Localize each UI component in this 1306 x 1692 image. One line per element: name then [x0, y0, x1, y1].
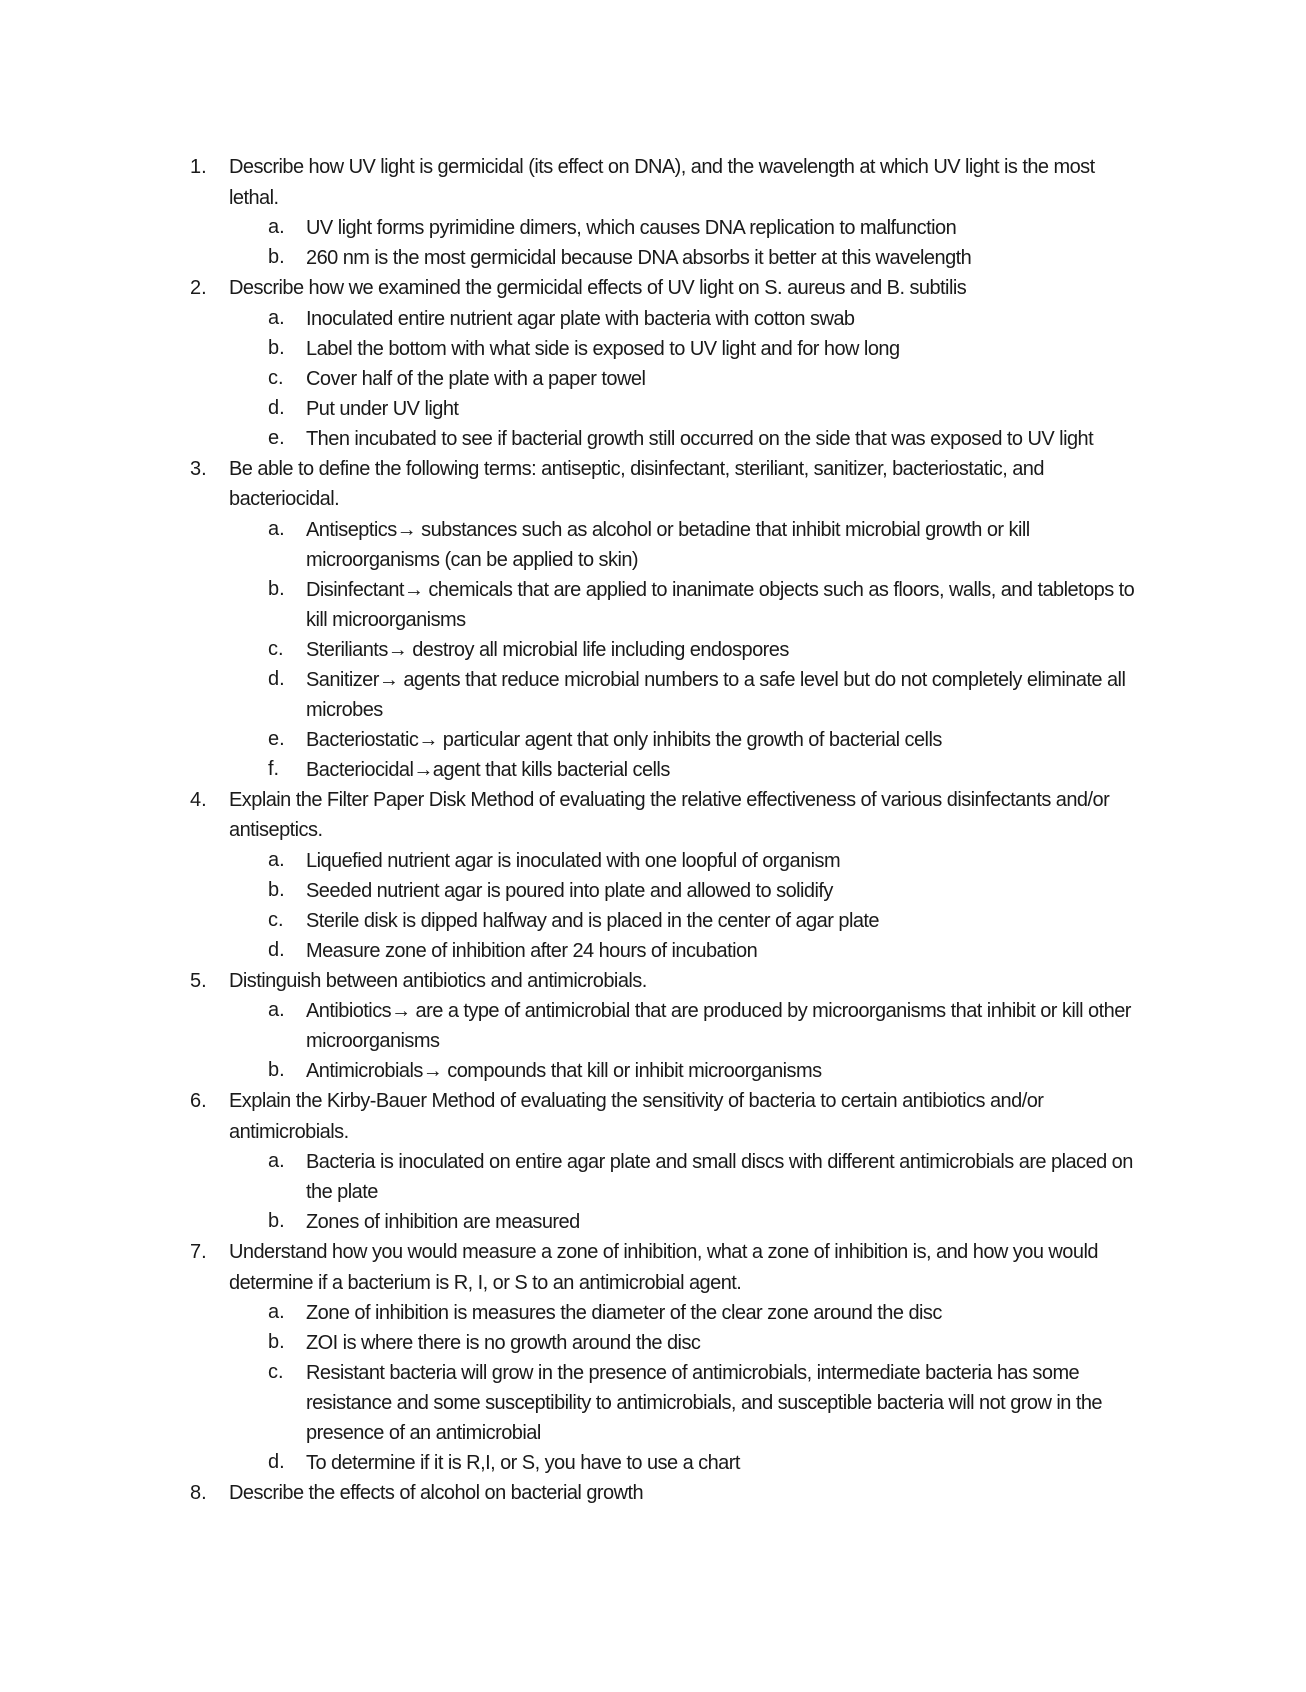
answer-item	[0, 1147, 1306, 1207]
answer-item	[0, 725, 1306, 755]
answer-text: Zones of inhibition are measured	[306, 1211, 580, 1233]
question-text: Explain the Filter Paper Disk Method of evaluating the relative effectiveness of various disinfectants and/or antiseptics.	[229, 788, 1110, 841]
question-number: 7.	[190, 1241, 207, 1263]
answer-letter: a.	[268, 517, 285, 540]
answer-letter: c.	[268, 908, 284, 931]
answer-letter: b.	[268, 1059, 285, 1081]
answer-item	[0, 1207, 1306, 1237]
answer-text: Bacteria is inoculated on entire agar plate and small discs with different antimicrobials are placed on the plate	[306, 1151, 1133, 1203]
answer-letter: d.	[268, 1451, 285, 1473]
answer-text: Antibiotics→ are a type of antimicrobial that are produced by microorganisms that inhibit or kill other microorganisms	[306, 1000, 1131, 1052]
answer-letter: e.	[268, 727, 285, 750]
answer-item	[0, 996, 1306, 1056]
answer-text: Sterile disk is dipped halfway and is placed in the center of agar plate	[306, 909, 879, 932]
answer-text: Liquefied nutrient agar is inoculated with one loopful of organism	[306, 849, 841, 872]
answer-text: Then incubated to see if bacterial growth still occurred on the side that was exposed to UV light	[306, 427, 1094, 450]
answer-letter: b.	[268, 246, 285, 268]
answer-text: Cover half of the plate with a paper towel	[306, 367, 646, 390]
answer-text: ZOI is where there is no growth around the disc	[306, 1332, 701, 1354]
answer-item	[0, 635, 1306, 665]
answer-item	[0, 575, 1306, 635]
answer-item	[0, 1358, 1306, 1448]
answer-text: Antiseptics→ substances such as alcohol or betadine that inhibit microbial growth or kill microorganisms (can be applied to skin)	[306, 518, 1030, 571]
answer-item	[0, 936, 1306, 966]
answer-letter: e.	[268, 426, 285, 449]
answer-letter: c.	[268, 637, 284, 660]
answer-letter: a.	[268, 1301, 285, 1323]
answer-text: Seeded nutrient agar is poured into plate and allowed to solidify	[306, 879, 833, 902]
answer-text: Steriliants→ destroy all microbial life including endospores	[306, 638, 789, 661]
answer-item	[0, 304, 1306, 334]
answer-item	[0, 906, 1306, 936]
answer-item	[0, 334, 1306, 364]
answer-letter: d.	[268, 396, 285, 419]
answer-item	[0, 1328, 1306, 1358]
answer-letter: a.	[268, 999, 285, 1021]
answer-item	[0, 1448, 1306, 1478]
question-text: Describe how we examined the germicidal effects of UV light on S. aureus and B. subtilis	[229, 277, 967, 299]
answer-item	[0, 243, 1306, 273]
question-number: 5.	[190, 969, 207, 992]
answer-text: Sanitizer→ agents that reduce microbial numbers to a safe level but do not completely eliminate all microbes	[306, 668, 1126, 721]
answer-letter: d.	[268, 938, 285, 961]
question-item	[0, 1478, 1306, 1509]
answer-item	[0, 665, 1306, 725]
question-item	[0, 966, 1306, 997]
question-item	[0, 152, 1306, 213]
question-item	[0, 454, 1306, 515]
question-number: 8.	[190, 1482, 207, 1504]
question-text: Be able to define the following terms: antiseptic, disinfectant, steriliant, sanitizer, bacteriostatic, and bacteriocidal.	[229, 457, 1044, 510]
answer-letter: a.	[268, 216, 285, 238]
answer-letter: b.	[268, 336, 285, 359]
answer-text: UV light forms pyrimidine dimers, which causes DNA replication to malfunction	[306, 217, 957, 239]
answer-text: To determine if it is R,I, or S, you have to use a chart	[306, 1452, 740, 1474]
question-text: Understand how you would measure a zone of inhibition, what a zone of inhibition is, and how you would determine if a bacterium is R, I, or S to an antimicrobial agent.	[229, 1241, 1098, 1294]
answer-item	[0, 394, 1306, 424]
question-item	[0, 1237, 1306, 1298]
answer-text: Resistant bacteria will grow in the presence of antimicrobials, intermediate bacteria has some resistance and some susceptibility to antimicrobials, and susceptible bacteria will not grow in the presence of an antimicrobial	[306, 1362, 1102, 1444]
question-number: 2.	[190, 277, 207, 299]
answer-text: Inoculated entire nutrient agar plate with bacteria with cotton swab	[306, 307, 855, 330]
answer-item	[0, 364, 1306, 394]
question-number: 4.	[190, 788, 207, 811]
answer-item	[0, 424, 1306, 454]
question-item	[0, 1086, 1306, 1147]
question-text: Explain the Kirby-Bauer Method of evaluating the sensitivity of bacteria to certain antibiotics and/or antimicrobials.	[229, 1090, 1044, 1143]
answer-text: Put under UV light	[306, 397, 459, 420]
answer-text: Measure zone of inhibition after 24 hours of incubation	[306, 939, 758, 962]
answer-item	[0, 213, 1306, 243]
answer-text: Disinfectant→ chemicals that are applied to inanimate objects such as floors, walls, and tabletops to kill microorganisms	[306, 578, 1135, 631]
answer-letter: b.	[268, 577, 285, 600]
question-number: 3.	[190, 457, 207, 480]
answer-letter: b.	[268, 1210, 285, 1232]
question-list	[0, 152, 1306, 1509]
answer-text: Bacteriostatic→ particular agent that only inhibits the growth of bacterial cells	[306, 728, 942, 751]
question-number: 1.	[190, 156, 207, 178]
answer-letter: b.	[268, 878, 285, 901]
question-item	[0, 273, 1306, 304]
answer-letter: a.	[268, 1150, 285, 1172]
question-text: Describe the effects of alcohol on bacterial growth	[229, 1482, 644, 1504]
question-text: Distinguish between antibiotics and antimicrobials.	[229, 969, 647, 992]
answer-item	[0, 846, 1306, 876]
answer-item	[0, 1298, 1306, 1328]
answer-item	[0, 876, 1306, 906]
answer-item	[0, 515, 1306, 575]
answer-text: 260 nm is the most germicidal because DNA absorbs it better at this wavelength	[306, 247, 972, 269]
answer-letter: b.	[268, 1331, 285, 1353]
answer-letter: c.	[268, 366, 284, 389]
answer-letter: a.	[268, 306, 285, 329]
answer-letter: d.	[268, 667, 285, 690]
answer-text: Bacteriocidal→agent that kills bacterial cells	[306, 758, 670, 781]
answer-item	[0, 1056, 1306, 1086]
answer-letter: a.	[268, 848, 285, 871]
answer-item	[0, 755, 1306, 785]
answer-text: Zone of inhibition is measures the diameter of the clear zone around the disc	[306, 1302, 942, 1324]
answer-letter: c.	[268, 1361, 284, 1383]
answer-text: Label the bottom with what side is exposed to UV light and for how long	[306, 337, 900, 360]
question-number: 6.	[190, 1090, 207, 1112]
answer-text: Antimicrobials→ compounds that kill or inhibit microorganisms	[306, 1060, 822, 1082]
question-text: Describe how UV light is germicidal (its effect on DNA), and the wavelength at which UV light is the most lethal.	[229, 156, 1095, 209]
answer-letter: f.	[268, 757, 280, 780]
question-item	[0, 785, 1306, 846]
